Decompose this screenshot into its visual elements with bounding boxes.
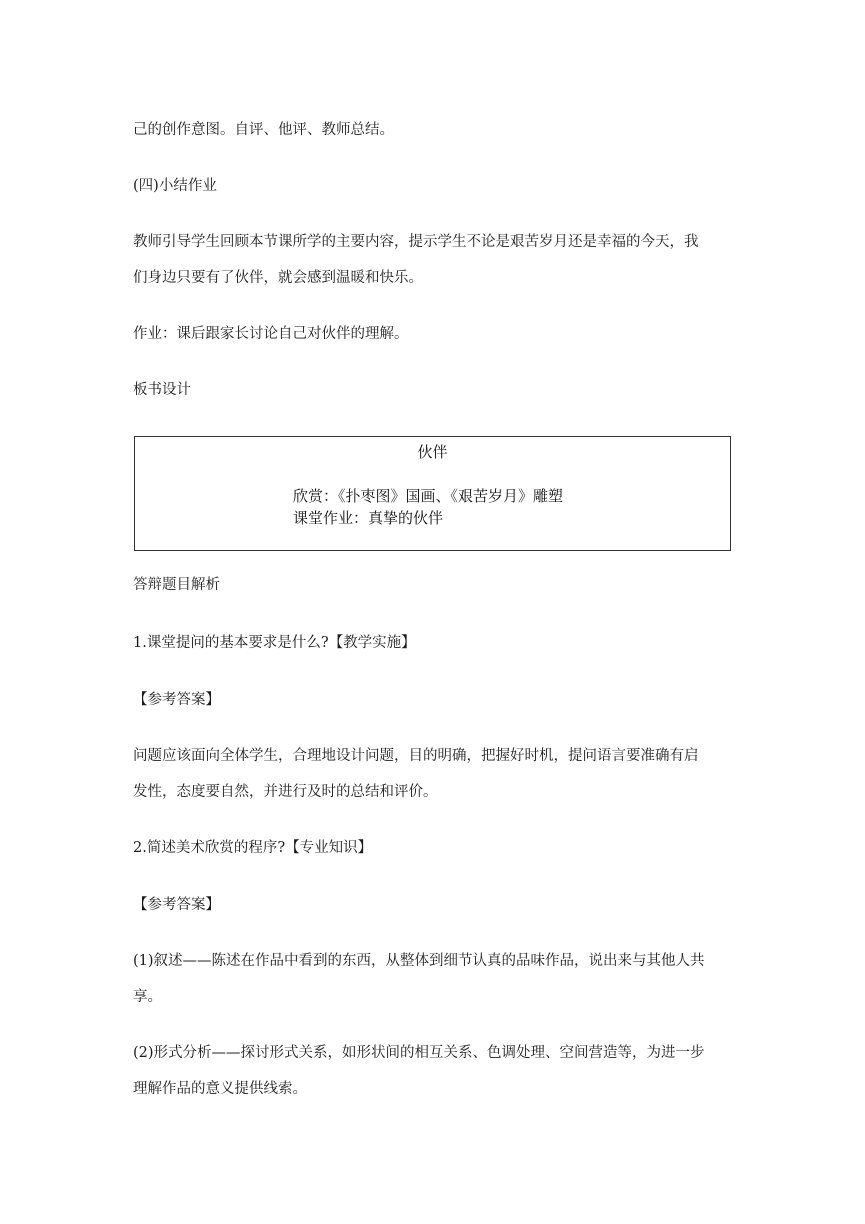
board-line-appreciation: 欣赏：《扑枣图》国画、《艰苦岁月》雕塑 xyxy=(293,487,564,505)
answer-text: (2)形式分析——探讨形式关系，如形状间的相互关系、色调处理、空间营造等，为进一步 xyxy=(133,1045,705,1061)
answer-label-1: 【参考答案】 xyxy=(133,692,220,708)
answer-text: 发性，态度要自然，并进行及时的总结和评价。 xyxy=(133,784,438,800)
question-2: 2.简述美术欣赏的程序?【专业知识】 xyxy=(133,840,373,856)
answer-label-2: 【参考答案】 xyxy=(133,897,220,913)
answer-text: 问题应该面向全体学生，合理地设计问题，目的明确，把握好时机，提问语言要准确有启 xyxy=(133,748,699,764)
section-heading-analysis: 答辩题目解析 xyxy=(133,577,220,593)
board-title: 伙伴 xyxy=(417,443,448,461)
board-design-box xyxy=(134,436,731,551)
answer-text: (1)叙述——陈述在作品中看到的东西，从整体到细节认真的品味作品，说出来与其他人共 xyxy=(133,953,705,969)
homework-text: 作业：课后跟家长讨论自己对伙伴的理解。 xyxy=(133,326,409,342)
paragraph-text: 教师引导学生回顾本节课所学的主要内容，提示学生不论是艰苦岁月还是幸福的今天，我 xyxy=(133,234,699,250)
board-line-classwork: 课堂作业：真挚的伙伴 xyxy=(293,509,444,527)
answer-text: 享。 xyxy=(133,989,162,1005)
question-1: 1.课堂提问的基本要求是什么?【教学实施】 xyxy=(133,635,416,651)
section-heading-summary: (四)小结作业 xyxy=(133,178,217,194)
paragraph-text: 们身边只要有了伙伴，就会感到温暖和快乐。 xyxy=(133,270,423,286)
answer-text: 理解作品的意义提供线索。 xyxy=(133,1081,307,1097)
paragraph-text: 己的创作意图。自评、他评、教师总结。 xyxy=(133,122,394,138)
section-heading-board-design: 板书设计 xyxy=(133,382,191,398)
